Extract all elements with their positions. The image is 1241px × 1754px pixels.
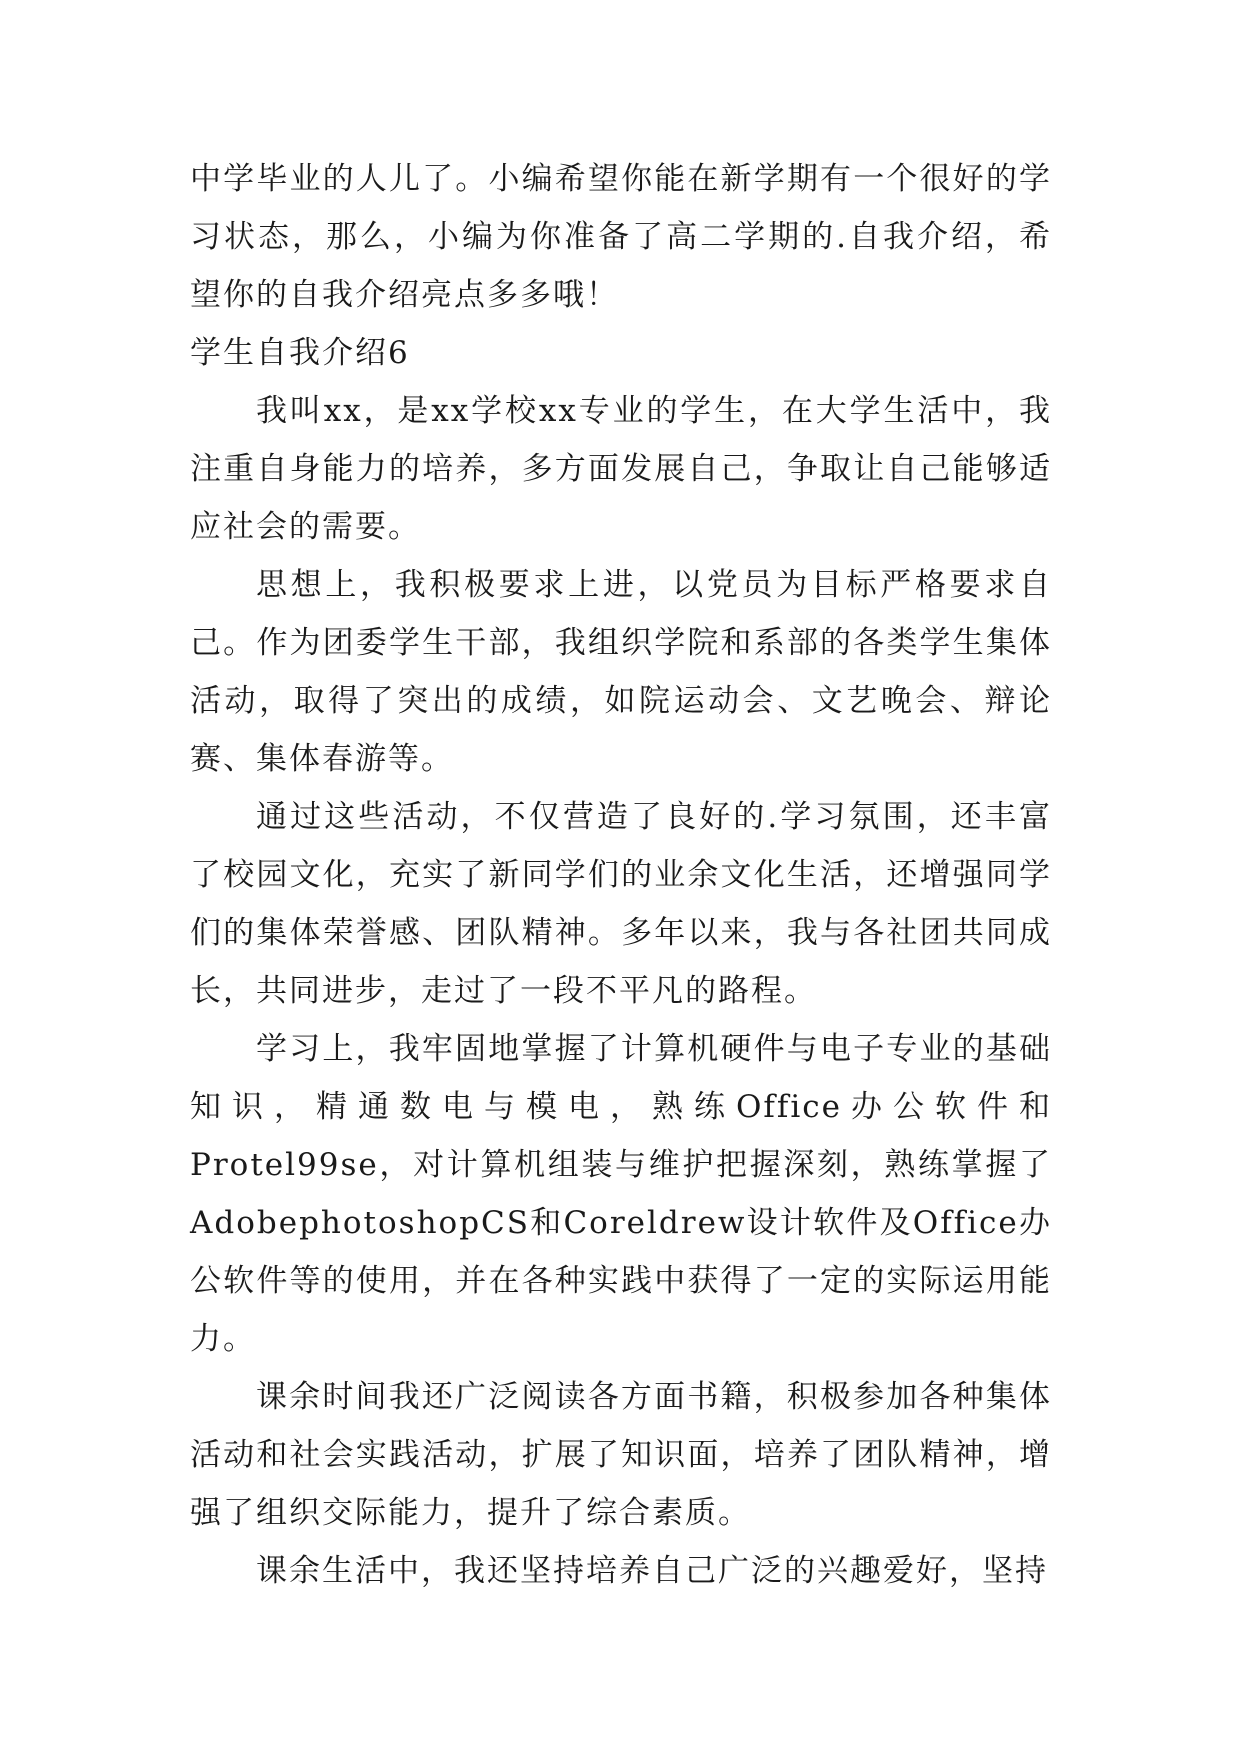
paragraph-activities: 通过这些活动，不仅营造了良好的.学习氛围，还丰富了校园文化，充实了新同学们的业余文化生活，还增强同学们的集体荣誉感、团队精神。多年以来，我与各社团共同成长，共同进步，走过了一段不平凡的路程。 (190, 799, 1052, 1009)
paragraph-spare-time: 课余时间我还广泛阅读各方面书籍，积极参加各种集体活动和社会实践活动，扩展了知识面，培养了团队精神，增强了组织交际能力，提升了综合素质。 (190, 1379, 1052, 1531)
paragraph-hobbies: 课余生活中，我还坚持培养自己广泛的兴趣爱好，坚持 (256, 1553, 1048, 1589)
paragraph-self-intro: 我叫xx，是xx学校xx专业的学生，在大学生活中，我注重自身能力的培养，多方面发展自己，争取让自己能够适应社会的需要。 (190, 393, 1052, 545)
paragraph-study: 学习上，我牢固地掌握了计算机硬件与电子专业的基础知识，精通数电与模电，熟练Office办公软件和Protel99se，对计算机组装与维护把握深刻，熟练掌握了AdobephotoshopCS和Coreldrew设计软件及Office办公软件等的使用，并在各种实践中获得了一定的实际运用能力。 (190, 1031, 1052, 1357)
intro-paragraph: 中学毕业的人儿了。小编希望你能在新学期有一个很好的学习状态，那么，小编为你准备了高二学期的.自我介绍，希望你的自我介绍亮点多多哦！ (190, 161, 1052, 313)
section-heading: 学生自我介绍6 (190, 335, 410, 371)
document-body (190, 150, 1052, 1600)
paragraph-ideology: 思想上，我积极要求上进，以党员为目标严格要求自己。作为团委学生干部，我组织学院和系部的各类学生集体活动，取得了突出的成绩，如院运动会、文艺晚会、辩论赛、集体春游等。 (190, 567, 1052, 777)
